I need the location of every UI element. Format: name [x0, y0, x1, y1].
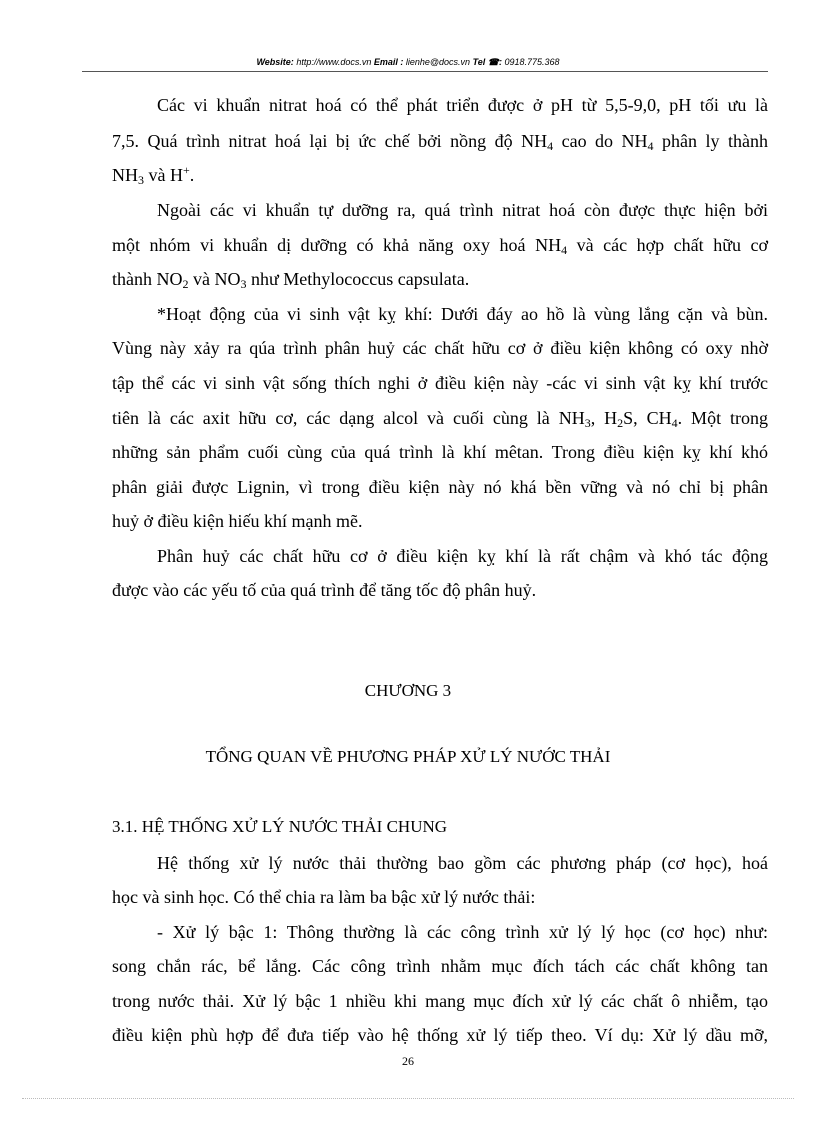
- email-label: Email :: [373, 57, 404, 67]
- text-line: *Hoạt động của vi sinh vật kỵ khí: Dưới đáy ao hồ là vùng lắng cặn và bùn.: [157, 304, 768, 324]
- text-line: trong nước thải. Xử lý bậc 1 nhiều khi mang mục đích xử lý các chất ô nhiễm, tạo: [112, 991, 768, 1011]
- text-line: tiên là các axit hữu cơ, các dạng alcol và cuối cùng là $NH_3$, $H_2S$, $CH_4$. Một trong: [112, 408, 768, 430]
- text-line: $NH_3$ và H+.: [112, 163, 195, 187]
- email-link[interactable]: lienhe@docs.vn: [403, 57, 473, 67]
- text-line: Vùng này xảy ra qúa trình phân huỷ các chất hữu cơ ở điều kiện không có oxy nhờ: [112, 338, 768, 358]
- text-line: tập thể các vi sinh vật sống thích nghi ở điều kiện này -các vi sinh vật kỵ khí trước: [112, 373, 768, 393]
- phone-label: Tel ☎:: [472, 57, 502, 67]
- text-line: 7,5. Quá trình nitrat hoá lại bị ức chế bởi nồng độ $NH_4$ cao do $NH_4$ phân ly thành: [112, 131, 768, 153]
- phone-number: 0918.775.368: [501, 57, 560, 67]
- text-line: được vào các yếu tố của quá trình để tăng tốc độ phân huỷ.: [112, 580, 537, 600]
- text-line: Ngoài các vi khuẩn tự dưỡng ra, quá trình nitrat hoá còn được thực hiện bởi: [157, 200, 768, 220]
- text-line: huỷ ở điều kiện hiếu khí mạnh mẽ.: [112, 511, 363, 531]
- website-link[interactable]: http://www.docs.vn: [293, 57, 374, 67]
- text-line: học và sinh học. Có thể chia ra làm ba bậc xử lý nước thải:: [112, 887, 536, 907]
- text-line: - Xử lý bậc 1: Thông thường là các công trình xử lý lý học (cơ học) như:: [157, 922, 768, 942]
- text-line: phân giải được Lignin, vì trong điều kiện này nó khá bền vững và nó chỉ bị phân: [112, 477, 768, 497]
- text-line: Phân huỷ các chất hữu cơ ở điều kiện kỵ khí là rất chậm và khó tác động: [157, 546, 768, 566]
- text-line: một nhóm vi khuẩn dị dưỡng có khả năng oxy hoá $NH_4$ và các hợp chất hữu cơ: [112, 235, 768, 257]
- chapter-title: TỔNG QUAN VỀ PHƯƠNG PHÁP XỬ LÝ NƯỚC THẢI: [205, 747, 611, 766]
- page-header: [0, 57, 816, 68]
- text-line: những sản phẩm cuối cùng của quá trình là khí mêtan. Trong điều kiện kỵ khí khó: [112, 442, 768, 462]
- text-line: thành $NO_2$ và $NO_3$ như Methylococcus capsulata.: [112, 269, 470, 291]
- section-heading: 3.1. HỆ THỐNG XỬ LÝ NƯỚC THẢI CHUNG: [112, 817, 448, 836]
- page-bottom-divider: [22, 1098, 794, 1099]
- text-line: điều kiện phù hợp để đưa tiếp vào hệ thống xử lý tiếp theo. Ví dụ: Xử lý dầu mỡ,: [112, 1025, 768, 1045]
- text-line: song chắn rác, bể lắng. Các công trình nhằm mục đích tách các chất không tan: [112, 956, 768, 976]
- page-number: 26: [402, 1054, 414, 1068]
- text-line: Các vi khuẩn nitrat hoá có thể phát triển được ở pH từ 5,5-9,0, pH tối ưu là: [157, 95, 768, 115]
- chapter-number: CHƯƠNG 3: [364, 681, 452, 700]
- header-divider: [82, 71, 768, 72]
- website-label: Website:: [256, 57, 294, 67]
- text-line: Hệ thống xử lý nước thải thường bao gồm các phương pháp (cơ học), hoá: [157, 853, 768, 873]
